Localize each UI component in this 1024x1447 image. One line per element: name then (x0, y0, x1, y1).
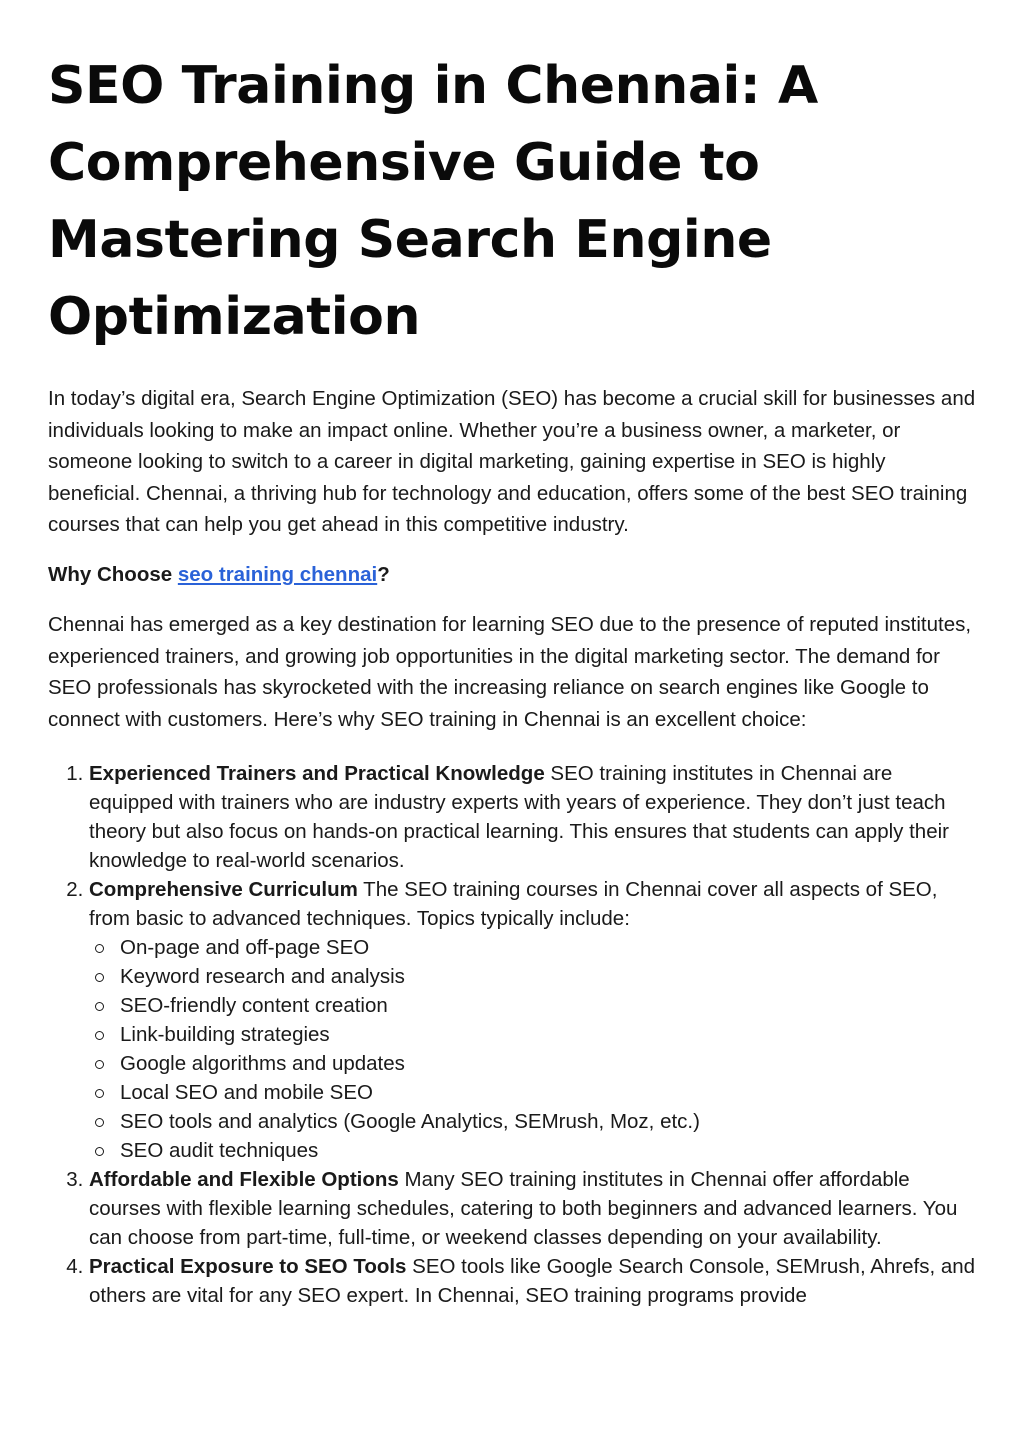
topic-item: SEO-friendly content creation (120, 991, 978, 1020)
list-item-heading: Experienced Trainers and Practical Knowledge (89, 762, 545, 785)
topic-item: Keyword research and analysis (120, 962, 978, 991)
why-choose-heading (48, 559, 978, 591)
list-item-text: Many SEO training institutes in Chennai offer affordable courses with flexible learning schedules, catering to both beginners and advanced learners. You can choose from part-time, full-time, or weekend classes depending on your availability. (89, 1168, 958, 1249)
list-item (89, 875, 978, 1165)
document-page (48, 48, 978, 1310)
topic-item: Google algorithms and updates (120, 1049, 978, 1078)
list-item (89, 1165, 978, 1252)
list-item-text: The SEO training courses in Chennai cover all aspects of SEO, from basic to advanced techniques. Topics typically include: (89, 878, 938, 930)
list-item-heading: Comprehensive Curriculum (89, 878, 358, 901)
reasons-list (48, 759, 978, 1310)
list-item-text: SEO training institutes in Chennai are equipped with trainers who are industry experts with years of experience. They don’t just teach theory but also focus on hands-on practical learning. This ensures that students can apply their knowledge to real-world scenarios. (89, 762, 949, 872)
list-item-text: SEO tools like Google Search Console, SEMrush, Ahrefs, and others are vital for any SEO expert. In Chennai, SEO training programs provide (89, 1255, 976, 1307)
list-item-heading: Affordable and Flexible Options (89, 1168, 399, 1191)
why-choose-suffix: ? (377, 562, 390, 586)
list-item (89, 1252, 978, 1310)
topic-item: Local SEO and mobile SEO (120, 1078, 978, 1107)
list-item (89, 759, 978, 875)
intro-paragraph: In today’s digital era, Search Engine Optimization (SEO) has become a crucial skill for businesses and individuals looking to make an impact online. Whether you’re a business owner, a marketer, or someone looking to switch to a career in digital marketing, gaining expertise in SEO is highly beneficial. Chennai, a thriving hub for technology and education, offers some of the best SEO training courses that can help you get ahead in this competitive industry. (48, 387, 976, 536)
list-item-heading: Practical Exposure to SEO Tools (89, 1255, 407, 1278)
topic-item: On-page and off-page SEO (120, 933, 978, 962)
seo-training-chennai-link[interactable]: seo training chennai (177, 562, 378, 586)
chennai-paragraph: Chennai has emerged as a key destination for learning SEO due to the presence of reputed institutes, experienced trainers, and growing job opportunities in the digital marketing sector. The demand for SEO professionals has skyrocketed with the increasing reliance on search engines like Google to connect with customers. Here’s why SEO training in Chennai is an excellent choice: (48, 613, 972, 731)
page-title: SEO Training in Chennai: A Comprehensive Guide to Mastering Search Engine Optimization (48, 56, 818, 347)
topic-item: SEO audit techniques (120, 1136, 978, 1165)
topic-item: SEO tools and analytics (Google Analytics, SEMrush, Moz, etc.) (120, 1107, 978, 1136)
topic-item: Link-building strategies (120, 1020, 978, 1049)
why-choose-prefix: Why Choose (48, 562, 178, 586)
topics-list (89, 933, 978, 1165)
